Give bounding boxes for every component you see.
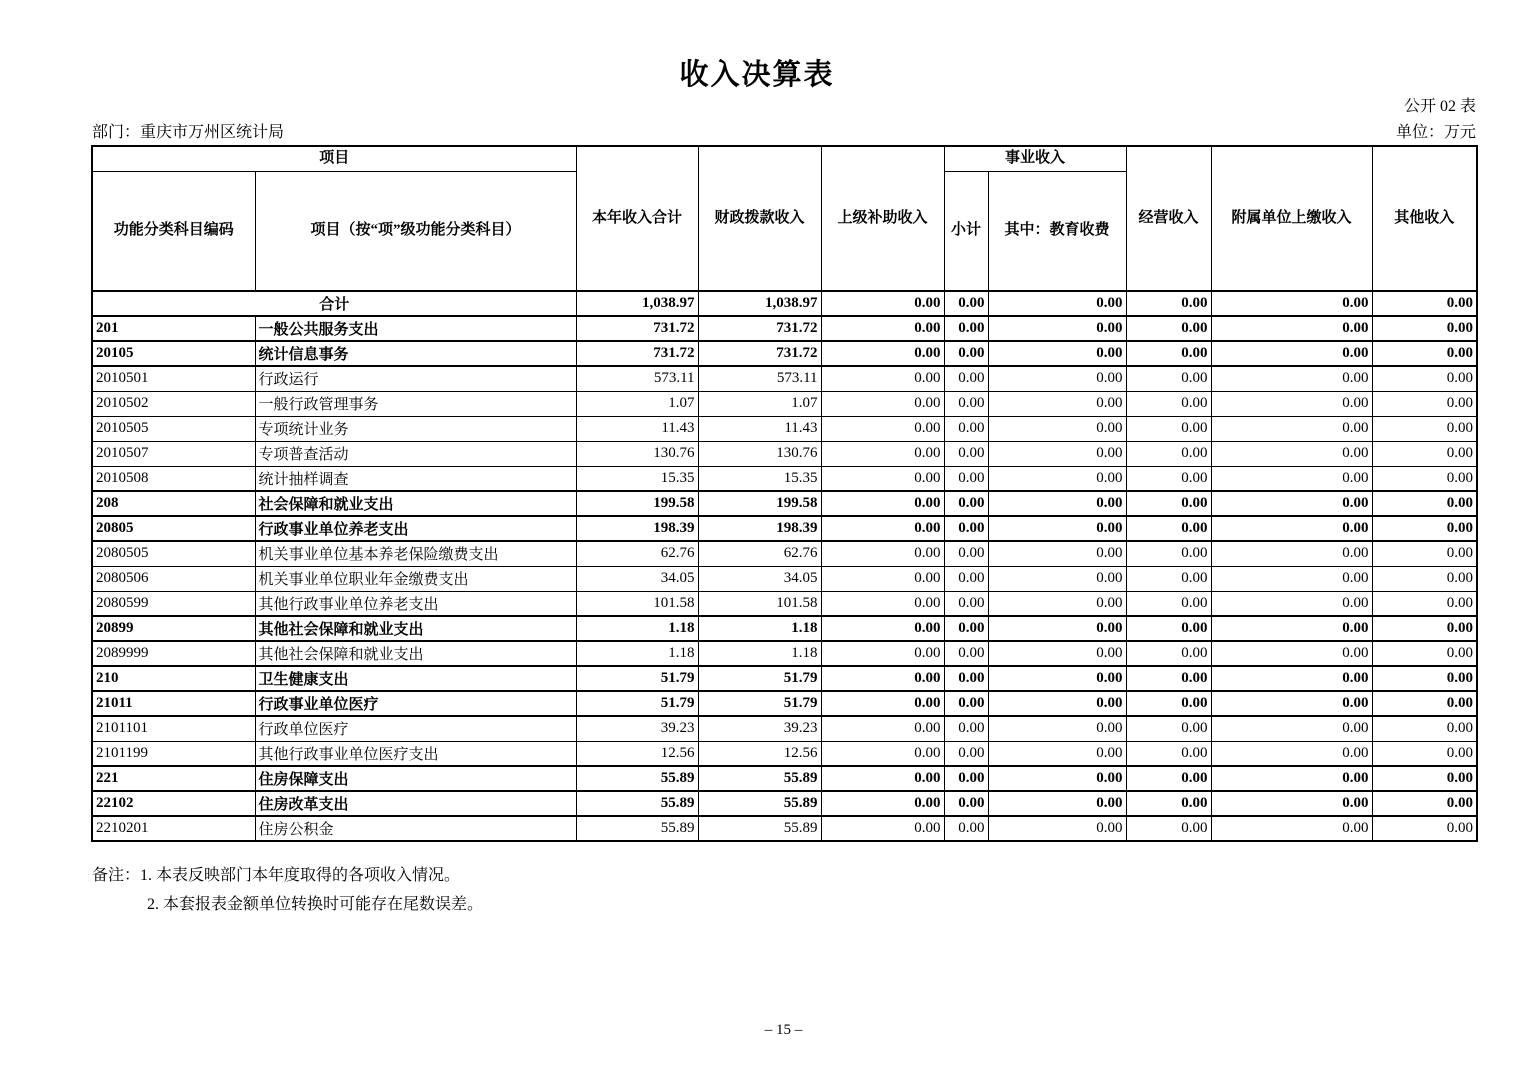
value-cell: 0.00 bbox=[1211, 316, 1372, 341]
value-cell: 0.00 bbox=[1211, 741, 1372, 766]
value-cell: 0.00 bbox=[821, 416, 944, 441]
value-cell: 0.00 bbox=[1126, 816, 1211, 841]
value-cell: 731.72 bbox=[576, 316, 698, 341]
value-cell: 51.79 bbox=[576, 691, 698, 716]
table-row bbox=[92, 691, 1477, 716]
value-cell: 0.00 bbox=[1126, 616, 1211, 641]
value-cell: 0.00 bbox=[1372, 566, 1477, 591]
value-cell: 11.43 bbox=[576, 416, 698, 441]
value-cell: 0.00 bbox=[1126, 766, 1211, 791]
value-cell: 0.00 bbox=[988, 441, 1126, 466]
value-cell: 130.76 bbox=[698, 441, 821, 466]
value-cell: 0.00 bbox=[1126, 316, 1211, 341]
value-cell: 0.00 bbox=[821, 616, 944, 641]
table-row bbox=[92, 716, 1477, 741]
value-cell: 0.00 bbox=[1211, 816, 1372, 841]
public-table-label: 公开 02 表 bbox=[1403, 98, 1476, 115]
row-name-cell: 住房公积金 bbox=[255, 816, 576, 841]
row-name-cell: 其他行政事业单位养老支出 bbox=[255, 591, 576, 616]
col-header-project-item: 项目（按“项”级功能分类科目） bbox=[255, 171, 576, 291]
value-cell: 0.00 bbox=[1372, 366, 1477, 391]
value-cell: 11.43 bbox=[698, 416, 821, 441]
value-cell: 55.89 bbox=[576, 791, 698, 816]
table-row bbox=[92, 816, 1477, 841]
value-cell: 0.00 bbox=[944, 466, 988, 491]
table-row bbox=[92, 291, 1477, 316]
value-cell: 0.00 bbox=[944, 666, 988, 691]
value-cell: 0.00 bbox=[988, 716, 1126, 741]
value-cell: 0.00 bbox=[944, 441, 988, 466]
value-cell: 198.39 bbox=[576, 516, 698, 541]
value-cell: 0.00 bbox=[1372, 591, 1477, 616]
row-code-cell: 201 bbox=[92, 316, 255, 341]
income-table bbox=[91, 145, 1478, 842]
value-cell: 0.00 bbox=[1372, 791, 1477, 816]
value-cell: 0.00 bbox=[988, 341, 1126, 366]
col-header-project-group: 项目 bbox=[92, 146, 576, 171]
col-header-operating-income: 经营收入 bbox=[1126, 146, 1211, 291]
value-cell: 0.00 bbox=[821, 766, 944, 791]
value-cell: 0.00 bbox=[944, 641, 988, 666]
value-cell: 0.00 bbox=[988, 641, 1126, 666]
value-cell: 0.00 bbox=[988, 791, 1126, 816]
row-code-cell: 2089999 bbox=[92, 641, 255, 666]
table-row bbox=[92, 416, 1477, 441]
table-row bbox=[92, 641, 1477, 666]
value-cell: 0.00 bbox=[944, 816, 988, 841]
value-cell: 0.00 bbox=[821, 791, 944, 816]
col-header-code: 功能分类科目编码 bbox=[92, 171, 255, 291]
table-row bbox=[92, 391, 1477, 416]
value-cell: 0.00 bbox=[1211, 766, 1372, 791]
value-cell: 55.89 bbox=[576, 816, 698, 841]
value-cell: 0.00 bbox=[1126, 416, 1211, 441]
value-cell: 0.00 bbox=[1211, 391, 1372, 416]
row-code-cell: 2080599 bbox=[92, 591, 255, 616]
table-row bbox=[92, 591, 1477, 616]
note-line: 2. 本套报表金额单位转换时可能存在尾数误差。 bbox=[147, 896, 484, 913]
value-cell: 0.00 bbox=[1126, 566, 1211, 591]
table-row bbox=[92, 491, 1477, 516]
value-cell: 1.07 bbox=[698, 391, 821, 416]
value-cell: 0.00 bbox=[821, 691, 944, 716]
row-code-cell: 2080506 bbox=[92, 566, 255, 591]
value-cell: 0.00 bbox=[1211, 716, 1372, 741]
value-cell: 0.00 bbox=[944, 316, 988, 341]
value-cell: 0.00 bbox=[1372, 641, 1477, 666]
value-cell: 0.00 bbox=[821, 516, 944, 541]
value-cell: 0.00 bbox=[1372, 516, 1477, 541]
row-code-cell: 2210201 bbox=[92, 816, 255, 841]
table-row bbox=[92, 766, 1477, 791]
row-name-cell: 行政单位医疗 bbox=[255, 716, 576, 741]
value-cell: 0.00 bbox=[821, 566, 944, 591]
value-cell: 0.00 bbox=[821, 541, 944, 566]
value-cell: 0.00 bbox=[988, 766, 1126, 791]
value-cell: 1.18 bbox=[576, 641, 698, 666]
value-cell: 0.00 bbox=[988, 541, 1126, 566]
row-name-cell: 卫生健康支出 bbox=[255, 666, 576, 691]
value-cell: 0.00 bbox=[1211, 666, 1372, 691]
value-cell: 0.00 bbox=[1126, 666, 1211, 691]
value-cell: 0.00 bbox=[1126, 366, 1211, 391]
value-cell: 12.56 bbox=[576, 741, 698, 766]
value-cell: 0.00 bbox=[1126, 716, 1211, 741]
value-cell: 15.35 bbox=[576, 466, 698, 491]
row-code-cell: 2101199 bbox=[92, 741, 255, 766]
value-cell: 0.00 bbox=[1126, 466, 1211, 491]
value-cell: 0.00 bbox=[988, 366, 1126, 391]
value-cell: 0.00 bbox=[1372, 691, 1477, 716]
value-cell: 731.72 bbox=[698, 316, 821, 341]
value-cell: 0.00 bbox=[944, 691, 988, 716]
value-cell: 731.72 bbox=[698, 341, 821, 366]
value-cell: 0.00 bbox=[1372, 441, 1477, 466]
row-code-cell: 22102 bbox=[92, 791, 255, 816]
value-cell: 0.00 bbox=[1211, 416, 1372, 441]
row-name-cell: 住房改革支出 bbox=[255, 791, 576, 816]
value-cell: 1.18 bbox=[576, 616, 698, 641]
value-cell: 0.00 bbox=[944, 766, 988, 791]
value-cell: 0.00 bbox=[1211, 791, 1372, 816]
row-name-cell: 其他社会保障和就业支出 bbox=[255, 616, 576, 641]
value-cell: 0.00 bbox=[821, 366, 944, 391]
value-cell: 573.11 bbox=[576, 366, 698, 391]
row-name-cell: 行政事业单位养老支出 bbox=[255, 516, 576, 541]
col-header-subtotal: 小计 bbox=[944, 171, 988, 291]
value-cell: 0.00 bbox=[1211, 341, 1372, 366]
value-cell: 0.00 bbox=[1372, 416, 1477, 441]
value-cell: 0.00 bbox=[1126, 641, 1211, 666]
row-name-cell: 行政事业单位医疗 bbox=[255, 691, 576, 716]
value-cell: 0.00 bbox=[821, 491, 944, 516]
value-cell: 0.00 bbox=[821, 316, 944, 341]
row-code-cell: 2010501 bbox=[92, 366, 255, 391]
value-cell: 130.76 bbox=[576, 441, 698, 466]
value-cell: 12.56 bbox=[698, 741, 821, 766]
value-cell: 0.00 bbox=[1126, 491, 1211, 516]
value-cell: 0.00 bbox=[1372, 766, 1477, 791]
value-cell: 0.00 bbox=[944, 591, 988, 616]
row-name-cell: 一般公共服务支出 bbox=[255, 316, 576, 341]
table-row bbox=[92, 616, 1477, 641]
note-line: 备注：1. 本表反映部门本年度取得的各项收入情况。 bbox=[92, 867, 461, 884]
value-cell: 51.79 bbox=[576, 666, 698, 691]
row-name-cell: 社会保障和就业支出 bbox=[255, 491, 576, 516]
col-header-business-income-group: 事业收入 bbox=[944, 146, 1126, 171]
value-cell: 0.00 bbox=[988, 316, 1126, 341]
value-cell: 573.11 bbox=[698, 366, 821, 391]
value-cell: 0.00 bbox=[944, 516, 988, 541]
table-row bbox=[92, 741, 1477, 766]
table-row bbox=[92, 541, 1477, 566]
value-cell: 0.00 bbox=[988, 491, 1126, 516]
row-name-cell: 专项普查活动 bbox=[255, 441, 576, 466]
value-cell: 199.58 bbox=[698, 491, 821, 516]
value-cell: 0.00 bbox=[1126, 741, 1211, 766]
value-cell: 39.23 bbox=[576, 716, 698, 741]
value-cell: 0.00 bbox=[944, 566, 988, 591]
value-cell: 1.07 bbox=[576, 391, 698, 416]
value-cell: 0.00 bbox=[1211, 641, 1372, 666]
row-code-cell: 221 bbox=[92, 766, 255, 791]
value-cell: 34.05 bbox=[576, 566, 698, 591]
table-row bbox=[92, 366, 1477, 391]
row-code-cell: 2080505 bbox=[92, 541, 255, 566]
page-title: 收入决算表 bbox=[679, 59, 835, 91]
row-code-cell: 2101101 bbox=[92, 716, 255, 741]
value-cell: 0.00 bbox=[944, 391, 988, 416]
value-cell: 0.00 bbox=[1126, 291, 1211, 316]
value-cell: 199.58 bbox=[576, 491, 698, 516]
value-cell: 0.00 bbox=[1372, 816, 1477, 841]
value-cell: 0.00 bbox=[1211, 466, 1372, 491]
unit-label: 单位：万元 bbox=[1395, 124, 1476, 141]
value-cell: 0.00 bbox=[821, 466, 944, 491]
value-cell: 0.00 bbox=[1211, 491, 1372, 516]
value-cell: 62.76 bbox=[698, 541, 821, 566]
row-name-cell: 专项统计业务 bbox=[255, 416, 576, 441]
row-code-cell: 208 bbox=[92, 491, 255, 516]
value-cell: 1.18 bbox=[698, 616, 821, 641]
value-cell: 0.00 bbox=[1372, 291, 1477, 316]
value-cell: 55.89 bbox=[576, 766, 698, 791]
row-name-cell: 其他行政事业单位医疗支出 bbox=[255, 741, 576, 766]
row-name-cell: 机关事业单位基本养老保险缴费支出 bbox=[255, 541, 576, 566]
value-cell: 55.89 bbox=[698, 816, 821, 841]
row-code-cell: 2010505 bbox=[92, 416, 255, 441]
value-cell: 0.00 bbox=[821, 391, 944, 416]
department-label: 部门：重庆市万州区统计局 bbox=[92, 124, 285, 141]
value-cell: 55.89 bbox=[698, 766, 821, 791]
value-cell: 0.00 bbox=[821, 666, 944, 691]
value-cell: 0.00 bbox=[1211, 616, 1372, 641]
table-row bbox=[92, 791, 1477, 816]
value-cell: 0.00 bbox=[821, 341, 944, 366]
table-row bbox=[92, 466, 1477, 491]
col-header-affiliated-unit: 附属单位上缴收入 bbox=[1211, 146, 1372, 291]
value-cell: 0.00 bbox=[1126, 791, 1211, 816]
notes bbox=[92, 861, 483, 919]
value-cell: 39.23 bbox=[698, 716, 821, 741]
value-cell: 0.00 bbox=[1372, 716, 1477, 741]
value-cell: 0.00 bbox=[1372, 466, 1477, 491]
col-header-other-income: 其他收入 bbox=[1372, 146, 1477, 291]
value-cell: 0.00 bbox=[1126, 591, 1211, 616]
value-cell: 0.00 bbox=[988, 516, 1126, 541]
value-cell: 51.79 bbox=[698, 666, 821, 691]
row-name-cell: 其他社会保障和就业支出 bbox=[255, 641, 576, 666]
value-cell: 0.00 bbox=[944, 341, 988, 366]
value-cell: 51.79 bbox=[698, 691, 821, 716]
value-cell: 198.39 bbox=[698, 516, 821, 541]
value-cell: 0.00 bbox=[821, 741, 944, 766]
value-cell: 731.72 bbox=[576, 341, 698, 366]
table-header bbox=[92, 146, 1477, 291]
table-row bbox=[92, 566, 1477, 591]
row-code-cell: 20105 bbox=[92, 341, 255, 366]
value-cell: 0.00 bbox=[988, 466, 1126, 491]
value-cell: 0.00 bbox=[1126, 691, 1211, 716]
table-row bbox=[92, 666, 1477, 691]
value-cell: 0.00 bbox=[944, 741, 988, 766]
value-cell: 0.00 bbox=[821, 716, 944, 741]
table-row bbox=[92, 516, 1477, 541]
value-cell: 0.00 bbox=[944, 366, 988, 391]
value-cell: 0.00 bbox=[988, 566, 1126, 591]
value-cell: 0.00 bbox=[988, 416, 1126, 441]
col-header-year-total: 本年收入合计 bbox=[576, 146, 698, 291]
value-cell: 101.58 bbox=[576, 591, 698, 616]
value-cell: 101.58 bbox=[698, 591, 821, 616]
value-cell: 62.76 bbox=[576, 541, 698, 566]
value-cell: 0.00 bbox=[1211, 541, 1372, 566]
value-cell: 1,038.97 bbox=[698, 291, 821, 316]
value-cell: 0.00 bbox=[1126, 341, 1211, 366]
table-row bbox=[92, 341, 1477, 366]
value-cell: 0.00 bbox=[988, 666, 1126, 691]
row-code-cell: 20899 bbox=[92, 616, 255, 641]
value-cell: 0.00 bbox=[944, 416, 988, 441]
table-row bbox=[92, 316, 1477, 341]
value-cell: 15.35 bbox=[698, 466, 821, 491]
value-cell: 0.00 bbox=[1211, 691, 1372, 716]
value-cell: 0.00 bbox=[988, 391, 1126, 416]
value-cell: 0.00 bbox=[1211, 516, 1372, 541]
value-cell: 0.00 bbox=[944, 791, 988, 816]
value-cell: 0.00 bbox=[988, 741, 1126, 766]
table-body bbox=[92, 291, 1477, 841]
row-name-cell: 统计抽样调查 bbox=[255, 466, 576, 491]
row-code-cell: 21011 bbox=[92, 691, 255, 716]
value-cell: 0.00 bbox=[944, 491, 988, 516]
row-name-cell: 统计信息事务 bbox=[255, 341, 576, 366]
row-code-cell: 210 bbox=[92, 666, 255, 691]
table-row bbox=[92, 441, 1477, 466]
value-cell: 0.00 bbox=[1211, 366, 1372, 391]
value-cell: 0.00 bbox=[1372, 316, 1477, 341]
value-cell: 0.00 bbox=[1372, 541, 1477, 566]
value-cell: 0.00 bbox=[1372, 666, 1477, 691]
value-cell: 1,038.97 bbox=[576, 291, 698, 316]
value-cell: 0.00 bbox=[821, 291, 944, 316]
col-header-education-fee: 其中：教育收费 bbox=[988, 171, 1126, 291]
value-cell: 55.89 bbox=[698, 791, 821, 816]
value-cell: 34.05 bbox=[698, 566, 821, 591]
value-cell: 0.00 bbox=[821, 591, 944, 616]
value-cell: 0.00 bbox=[1211, 291, 1372, 316]
row-name-cell: 行政运行 bbox=[255, 366, 576, 391]
value-cell: 0.00 bbox=[1372, 341, 1477, 366]
value-cell: 0.00 bbox=[988, 291, 1126, 316]
value-cell: 0.00 bbox=[1211, 591, 1372, 616]
row-name-cell: 住房保障支出 bbox=[255, 766, 576, 791]
value-cell: 0.00 bbox=[988, 591, 1126, 616]
value-cell: 0.00 bbox=[944, 716, 988, 741]
value-cell: 0.00 bbox=[821, 816, 944, 841]
value-cell: 0.00 bbox=[1126, 516, 1211, 541]
value-cell: 0.00 bbox=[944, 541, 988, 566]
row-code-cell: 2010508 bbox=[92, 466, 255, 491]
row-code-cell: 2010507 bbox=[92, 441, 255, 466]
row-title-cell: 合计 bbox=[92, 291, 576, 316]
value-cell: 0.00 bbox=[1372, 741, 1477, 766]
value-cell: 0.00 bbox=[821, 641, 944, 666]
value-cell: 1.18 bbox=[698, 641, 821, 666]
row-code-cell: 20805 bbox=[92, 516, 255, 541]
value-cell: 0.00 bbox=[821, 441, 944, 466]
value-cell: 0.00 bbox=[1211, 566, 1372, 591]
value-cell: 0.00 bbox=[988, 691, 1126, 716]
value-cell: 0.00 bbox=[1126, 391, 1211, 416]
value-cell: 0.00 bbox=[1372, 616, 1477, 641]
value-cell: 0.00 bbox=[944, 291, 988, 316]
value-cell: 0.00 bbox=[988, 816, 1126, 841]
value-cell: 0.00 bbox=[944, 616, 988, 641]
page-number: – 15 – bbox=[764, 1022, 803, 1038]
value-cell: 0.00 bbox=[1372, 391, 1477, 416]
row-name-cell: 机关事业单位职业年金缴费支出 bbox=[255, 566, 576, 591]
value-cell: 0.00 bbox=[1372, 491, 1477, 516]
col-header-fiscal-allocation: 财政拨款收入 bbox=[698, 146, 821, 291]
value-cell: 0.00 bbox=[988, 616, 1126, 641]
col-header-superior-subsidy: 上级补助收入 bbox=[821, 146, 944, 291]
value-cell: 0.00 bbox=[1211, 441, 1372, 466]
row-name-cell: 一般行政管理事务 bbox=[255, 391, 576, 416]
value-cell: 0.00 bbox=[1126, 441, 1211, 466]
row-code-cell: 2010502 bbox=[92, 391, 255, 416]
value-cell: 0.00 bbox=[1126, 541, 1211, 566]
